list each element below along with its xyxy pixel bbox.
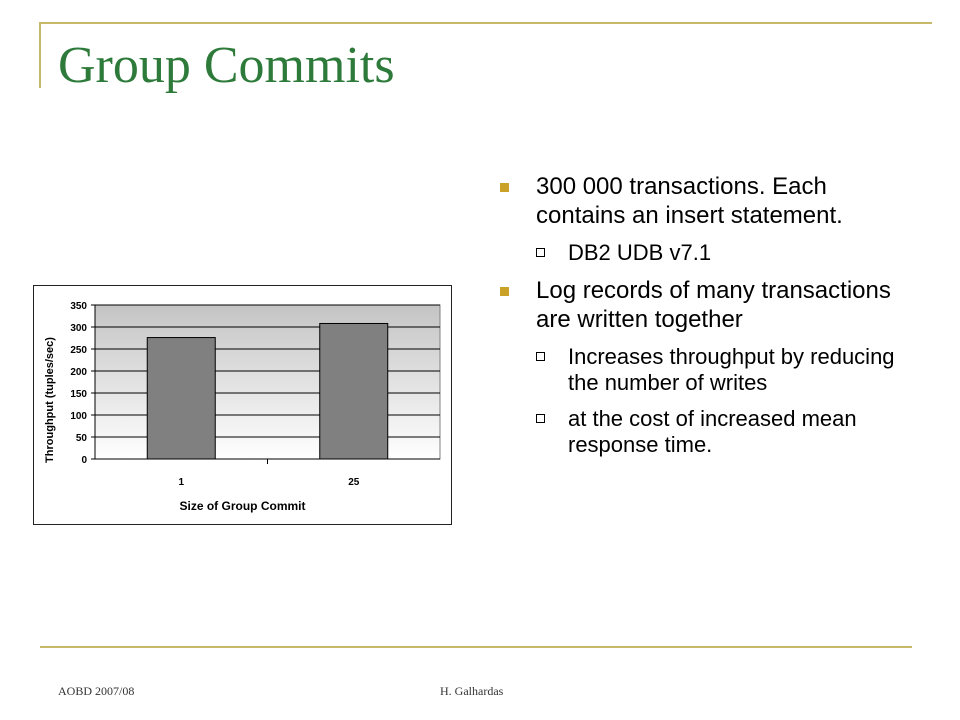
x-tick-label: 1 xyxy=(178,477,185,488)
y-tick-label: 200 xyxy=(70,367,87,378)
bottom-rule xyxy=(40,646,912,648)
bullet-marker xyxy=(500,287,509,296)
slide-title: Group Commits xyxy=(58,37,395,94)
sub-bullet-item xyxy=(498,240,918,266)
y-axis-label: Throughput (tuples/sec) xyxy=(44,337,56,463)
sub-bullet-text: at the cost of increased mean response time. xyxy=(568,406,857,457)
x-axis-label: Size of Group Commit xyxy=(179,499,306,513)
sub-bullet-text: DB2 UDB v7.1 xyxy=(568,240,712,265)
footer-course: AOBD 2007/08 xyxy=(58,684,135,698)
bar xyxy=(320,323,388,459)
sub-bullet-marker xyxy=(536,414,545,423)
bullet-text: Log records of many transactions are written together xyxy=(536,277,891,333)
y-tick-label: 50 xyxy=(75,433,87,444)
bullet-text: 300 000 transactions. Each contains an insert statement. xyxy=(536,173,843,229)
y-tick-label: 350 xyxy=(70,301,87,312)
chart-svg xyxy=(34,286,451,524)
bar xyxy=(147,338,215,459)
x-tick-label: 25 xyxy=(348,477,360,488)
y-tick-label: 100 xyxy=(70,411,87,422)
y-tick-label: 150 xyxy=(70,389,87,400)
sub-bullet-text: Increases throughput by reducing the number of writes xyxy=(568,344,895,395)
top-rule xyxy=(40,22,932,24)
y-tick-label: 300 xyxy=(70,323,87,334)
footer-author: H. Galhardas xyxy=(440,684,504,698)
bullet-item xyxy=(498,172,918,230)
sub-bullet-marker xyxy=(536,248,545,257)
y-tick-label: 250 xyxy=(70,345,87,356)
bullet-list xyxy=(498,172,918,468)
sub-bullet-item xyxy=(498,344,918,396)
left-rule xyxy=(39,22,41,88)
y-tick-label: 0 xyxy=(81,455,87,466)
sub-bullet-item xyxy=(498,406,918,458)
bullet-item xyxy=(498,276,918,334)
sub-bullet-marker xyxy=(536,352,545,361)
bullet-marker xyxy=(500,183,509,192)
throughput-chart xyxy=(33,285,452,525)
